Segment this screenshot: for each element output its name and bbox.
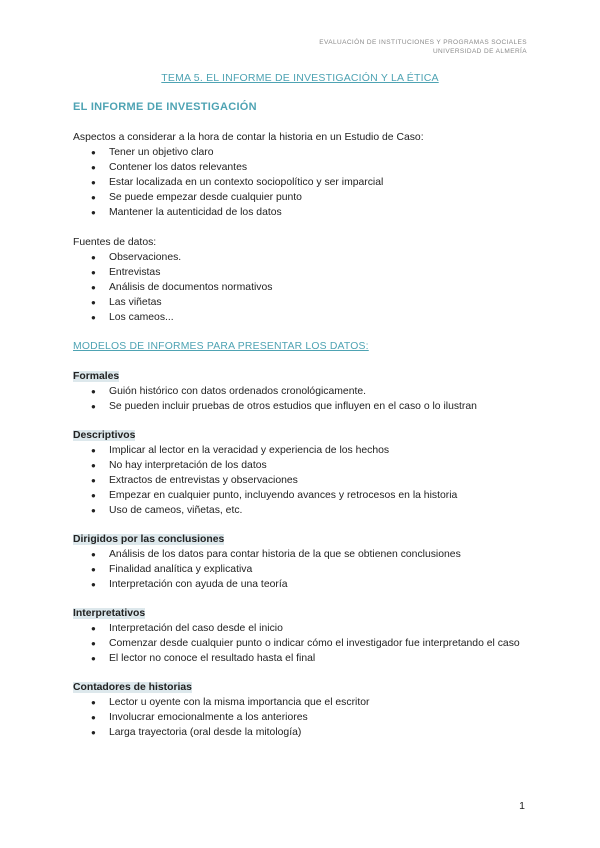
sources-list <box>73 250 533 325</box>
bullet-icon: ● <box>91 208 96 217</box>
list-item: ● Extractos de entrevistas y observaciones <box>91 475 298 486</box>
document-header <box>319 38 527 56</box>
model-heading-conclusiones: Dirigidos por las conclusiones <box>73 534 225 545</box>
list-item: ● Contener los datos relevantes <box>91 162 248 173</box>
bullet-icon: ● <box>91 387 96 396</box>
bullet-icon: ● <box>91 283 96 292</box>
model-list-contadores <box>73 695 533 740</box>
list-item: ● Los cameos... <box>91 312 174 323</box>
bullet-icon: ● <box>91 728 96 737</box>
list-item: ● Implicar al lector en la veracidad y experiencia de los hechos <box>91 445 390 456</box>
list-item: ● Comenzar desde cualquier punto o indicar cómo el investigador fue interpretando el caso <box>91 638 520 649</box>
list-item: ● Interpretación del caso desde el inicio <box>91 623 283 634</box>
list-item: ● Uso de cameos, viñetas, etc. <box>91 505 243 516</box>
bullet-icon: ● <box>91 298 96 307</box>
list-item: ● Análisis de los datos para contar historia de la que se obtienen conclusiones <box>91 549 461 560</box>
list-item: ● Interpretación con ayuda de una teoría <box>91 579 288 590</box>
list-item: ● Tener un objetivo claro <box>91 147 214 158</box>
header-university: UNIVERSIDAD DE ALMERÍA <box>432 48 527 55</box>
model-heading-contadores: Contadores de historias <box>73 682 192 693</box>
model-list-interpretativos <box>73 621 533 666</box>
bullet-icon: ● <box>91 148 96 157</box>
model-heading-interpretativos: Interpretativos <box>73 608 146 619</box>
list-item: ● Observaciones. <box>91 252 182 263</box>
section-heading-informe: EL INFORME DE INVESTIGACIÓN <box>73 101 257 113</box>
bullet-icon: ● <box>91 624 96 633</box>
bullet-icon: ● <box>91 461 96 470</box>
model-list-conclusiones <box>73 547 533 592</box>
list-item: ● Finalidad analítica y explicativa <box>91 564 253 575</box>
list-item: ● Las viñetas <box>91 297 162 308</box>
list-item: ● El lector no conoce el resultado hasta el final <box>91 653 316 664</box>
list-item: ● Se pueden incluir pruebas de otros estudios que influyen en el caso o lo ilustran <box>91 401 477 412</box>
bullet-icon: ● <box>91 178 96 187</box>
model-list-descriptivos <box>73 443 533 518</box>
bullet-icon: ● <box>91 639 96 648</box>
bullet-icon: ● <box>91 565 96 574</box>
list-item: ● Involucrar emocionalmente a los anteriores <box>91 712 308 723</box>
bullet-icon: ● <box>91 163 96 172</box>
list-item: ● Empezar en cualquier punto, incluyendo avances y retrocesos en la historia <box>91 490 458 501</box>
list-item: ● Entrevistas <box>91 267 161 278</box>
header-course: EVALUACIÓN DE INSTITUCIONES Y PROGRAMAS SOCIALES <box>319 39 527 46</box>
document-body <box>73 130 533 740</box>
sources-intro: Fuentes de datos: <box>73 237 157 248</box>
bullet-icon: ● <box>91 713 96 722</box>
list-item: ● Mantener la autenticidad de los datos <box>91 207 282 218</box>
bullet-icon: ● <box>91 446 96 455</box>
bullet-icon: ● <box>91 193 96 202</box>
list-item: ● Estar localizada en un contexto sociopolítico y ser imparcial <box>91 177 384 188</box>
section-heading-modelos: MODELOS DE INFORMES PARA PRESENTAR LOS DATOS: <box>73 341 369 352</box>
model-list-formales <box>73 384 533 414</box>
bullet-icon: ● <box>91 550 96 559</box>
bullet-icon: ● <box>91 580 96 589</box>
list-item: ● Larga trayectoria (oral desde la mitología) <box>91 727 302 738</box>
aspects-list <box>73 145 533 220</box>
model-heading-formales: Formales <box>73 371 120 382</box>
aspects-intro: Aspectos a considerar a la hora de contar la historia en un Estudio de Caso: <box>73 132 424 143</box>
bullet-icon: ● <box>91 253 96 262</box>
page-number: 1 <box>519 800 525 812</box>
list-item: ● Se puede empezar desde cualquier punto <box>91 192 302 203</box>
list-item: ● Análisis de documentos normativos <box>91 282 273 293</box>
list-item: ● Guión histórico con datos ordenados cronológicamente. <box>91 386 367 397</box>
bullet-icon: ● <box>91 402 96 411</box>
list-item: ● Lector u oyente con la misma importancia que el escritor <box>91 697 370 708</box>
list-item: ● No hay interpretación de los datos <box>91 460 267 471</box>
page-title: TEMA 5. EL INFORME DE INVESTIGACIÓN Y LA ÉTICA <box>161 72 439 84</box>
bullet-icon: ● <box>91 506 96 515</box>
bullet-icon: ● <box>91 698 96 707</box>
bullet-icon: ● <box>91 654 96 663</box>
bullet-icon: ● <box>91 268 96 277</box>
bullet-icon: ● <box>91 476 96 485</box>
bullet-icon: ● <box>91 491 96 500</box>
model-heading-descriptivos: Descriptivos <box>73 430 136 441</box>
bullet-icon: ● <box>91 313 96 322</box>
